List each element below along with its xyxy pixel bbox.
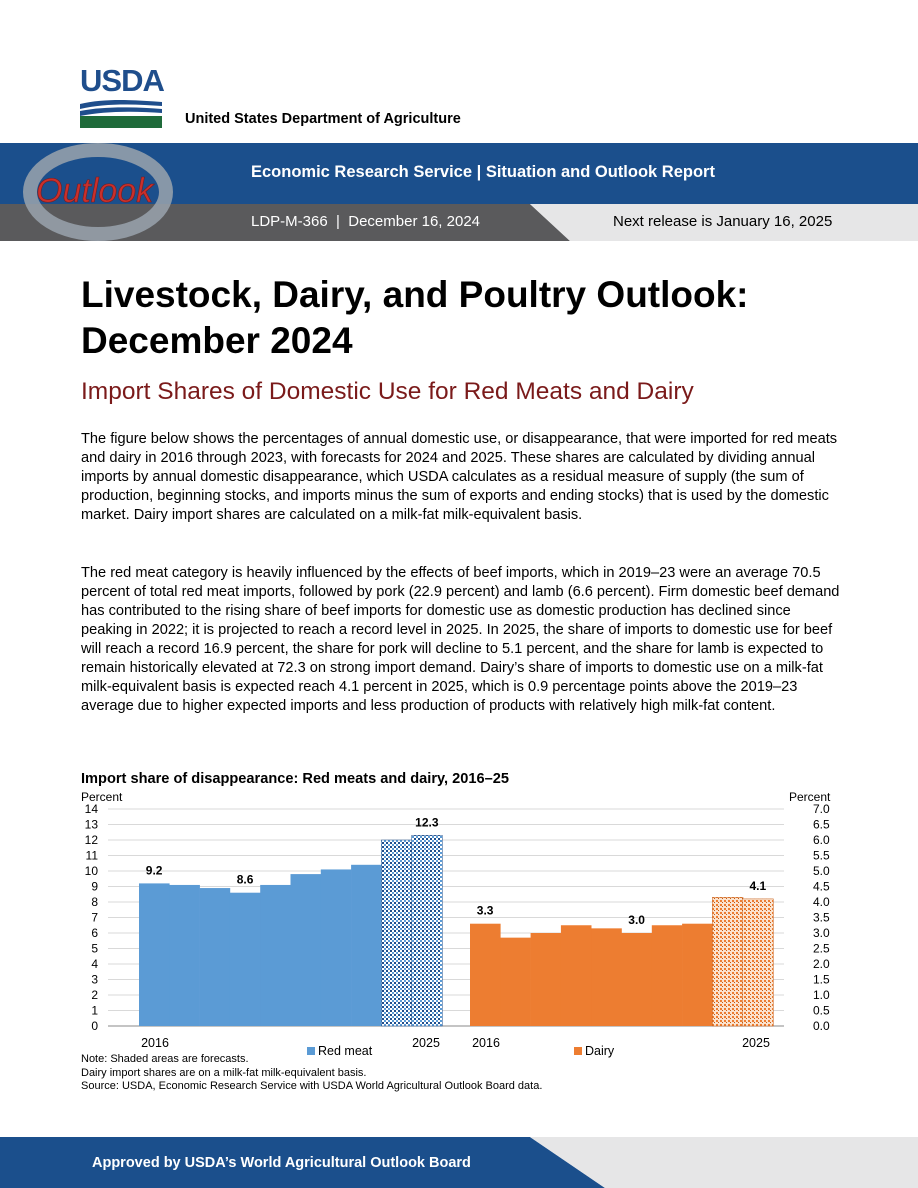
y-tick-label-left: 7	[91, 910, 98, 925]
note-forecast: Note: Shaded areas are forecasts.	[81, 1053, 249, 1065]
y-tick-label-right: 3.0	[813, 926, 830, 940]
y-tick-label-right: 2.5	[813, 941, 830, 956]
y-tick-label-left: 8	[91, 895, 98, 909]
y-tick-label-left: 14	[84, 802, 98, 816]
y-tick-label-left: 9	[91, 879, 98, 894]
legend-label-dairy: Dairy	[585, 1044, 615, 1058]
y-tick-label-left: 12	[84, 833, 98, 847]
y-tick-label-right: 2.0	[813, 957, 830, 971]
outlook-logo	[20, 140, 180, 245]
data-label-red-meat: 8.6	[236, 872, 254, 887]
chart-notes	[81, 1053, 542, 1094]
bar-red-meat-2024	[381, 840, 412, 1026]
usda-logo-mark	[80, 98, 162, 128]
y-tick-label-right: 4.5	[813, 879, 830, 894]
x-tick-label: 2016	[472, 1036, 500, 1050]
paragraph-2: The red meat category is heavily influenced by the effects of beef imports, which in 2019–23 were an average 70.5 percent of total red meat imports, followed by pork (22.9 percent) and lamb (6.6 percent). Firm domestic beef demand has contributed to the rising share of beef imports for domestic use as domestic production has declined since peaking in 2022; it is projected to reach a record level in 2025. In 2025, the share of imports to domestic use for beef will reach a record 16.9 percent, the share for pork will decline to 5.1 percent, and the share for lamb is expected to remain historically elevated at 72.3 on strong import demand. Dairy’s share of imports to domestic use on a milk-fat milk-equivalent basis is expected reach 4.1 percent in 2025, which is 0.9 percentage points above the 2019–23 average due to higher expected imports and less production of products with relatively high milk-fat content.	[81, 565, 840, 714]
y-tick-label-right: 1.0	[813, 988, 830, 1002]
legend-dairy	[574, 1044, 614, 1058]
footer-approval: Approved by USDA’s World Agricultural Outlook Board	[92, 1155, 471, 1171]
bar-red-meat-2025	[412, 835, 443, 1026]
bar-red-meat-2019	[230, 893, 261, 1026]
bar-dairy-2022	[652, 925, 683, 1026]
outlook-logo-text: Outlook	[36, 172, 154, 210]
x-tick-label: 2025	[412, 1036, 440, 1050]
data-label-red-meat: 9.2	[145, 863, 163, 878]
next-release: Next release is January 16, 2025	[613, 213, 833, 230]
bar-dairy-2024	[712, 897, 743, 1026]
y-tick-label-left: 10	[84, 864, 98, 878]
bar-dairy-2019	[561, 925, 592, 1026]
bar-dairy-2020	[591, 928, 622, 1026]
data-label-red-meat: 12.3	[415, 815, 439, 830]
bar-dairy-2018	[531, 933, 562, 1026]
data-label-dairy: 3.0	[628, 913, 645, 927]
x-tick-label: 2016	[141, 1036, 169, 1050]
x-tick-label: 2025	[742, 1036, 770, 1050]
y-tick-label-right: 6.5	[813, 817, 830, 832]
bar-red-meat-2018	[200, 888, 231, 1026]
bar-dairy-2016	[470, 924, 501, 1026]
bar-dairy-2017	[500, 938, 531, 1026]
y-tick-label-left: 4	[91, 957, 98, 971]
y-axis-label-right: Percent	[789, 790, 831, 804]
y-tick-label-left: 11	[85, 848, 98, 863]
legend-label-red-meat: Red meat	[318, 1044, 373, 1058]
y-tick-label-right: 0.0	[813, 1019, 830, 1033]
y-tick-label-right: 5.0	[813, 864, 830, 878]
bar-red-meat-2017	[169, 885, 200, 1026]
data-label-dairy: 4.1	[749, 878, 767, 893]
page-title: Livestock, Dairy, and Poultry Outlook: December 2024	[81, 274, 749, 361]
y-tick-label-right: 3.5	[813, 910, 830, 925]
bar-red-meat-2020	[260, 885, 291, 1026]
y-tick-label-left: 3	[91, 972, 98, 987]
bar-dairy-2021	[622, 933, 653, 1026]
y-tick-label-left: 0	[91, 1019, 98, 1033]
bar-dairy-2023	[682, 924, 713, 1026]
bar-red-meat-2021	[291, 874, 322, 1026]
department-name: United States Department of Agriculture	[185, 111, 461, 127]
y-tick-label-left: 5	[91, 941, 98, 956]
y-tick-label-right: 4.0	[813, 895, 830, 909]
report-id-date: LDP-M-366 | December 16, 2024	[251, 213, 481, 230]
bar-dairy-2025	[743, 899, 774, 1026]
bar-red-meat-2023	[351, 865, 382, 1026]
bar-red-meat-2022	[321, 869, 352, 1026]
y-tick-label-left: 6	[91, 926, 98, 940]
y-tick-label-left: 13	[84, 817, 98, 832]
legend-swatch-dairy	[574, 1047, 582, 1055]
page-subtitle: Import Shares of Domestic Use for Red Meats and Dairy	[81, 378, 694, 405]
y-tick-label-right: 6.0	[813, 833, 830, 847]
note-source: Source: USDA, Economic Research Service with USDA World Agricultural Outlook Board data.	[81, 1080, 543, 1092]
bar-red-meat-2016	[139, 883, 170, 1026]
y-tick-label-left: 2	[91, 988, 98, 1002]
y-tick-label-right: 5.5	[813, 848, 830, 863]
y-tick-label-right: 7.0	[813, 802, 830, 816]
usda-logo	[80, 63, 164, 133]
y-tick-label-right: 0.5	[813, 1003, 830, 1018]
data-label-dairy: 3.3	[476, 903, 494, 918]
y-tick-label-right: 1.5	[813, 972, 830, 987]
note-dairy-basis: Dairy import shares are on a milk-fat milk-equivalent basis.	[81, 1066, 367, 1079]
y-axis-label-left: Percent	[81, 790, 123, 804]
y-tick-label-left: 1	[91, 1003, 98, 1018]
usda-logo-text: USDA	[80, 63, 164, 98]
paragraph-1: The figure below shows the percentages of annual domestic use, or disappearance, that were imported for red meats and dairy in 2016 through 2023, with forecasts for 2024 and 2025. These shares are calculated by dividing annual imports by annual domestic disappearance, which USDA calculates as a residual measure of supply (the sum of production, beginning stocks, and imports minus the sum of exports and ending stocks) that is used by the domestic market. Dairy import shares are calculated on a milk-fat milk-equivalent basis.	[81, 431, 838, 523]
report-series: Economic Research Service | Situation and Outlook Report	[251, 163, 715, 181]
chart-title: Import share of disappearance: Red meats and dairy, 2016–25	[81, 771, 509, 787]
